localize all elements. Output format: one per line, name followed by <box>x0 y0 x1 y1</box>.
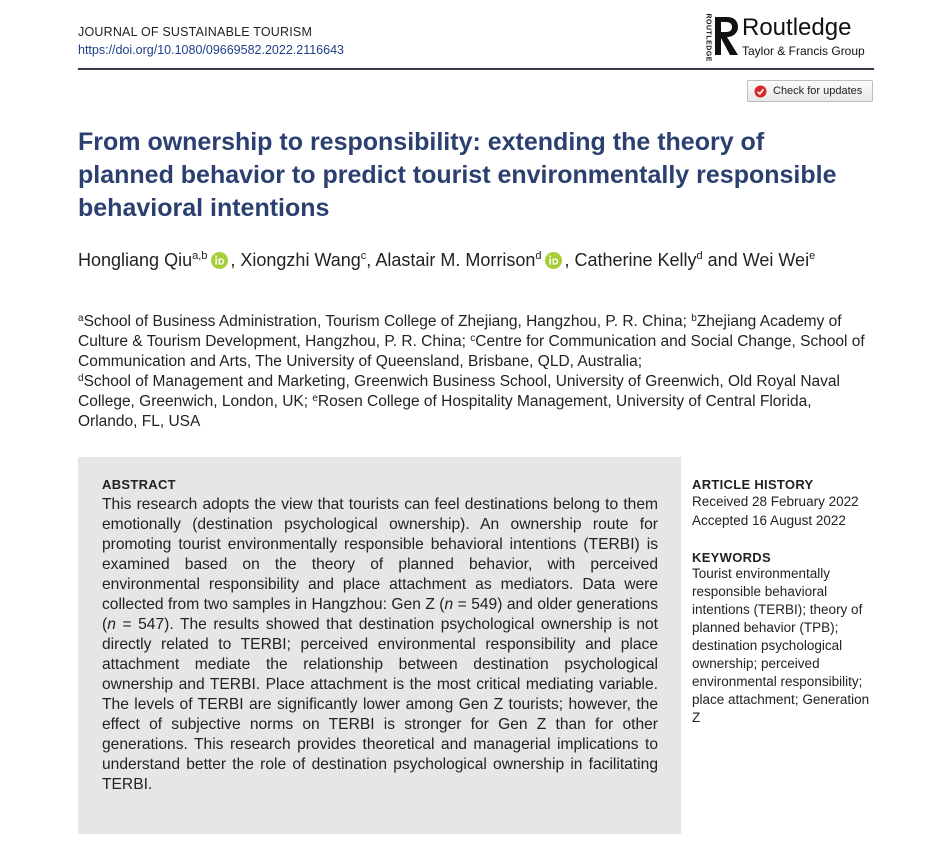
received-date: Received 28 February 2022 <box>692 494 859 509</box>
routledge-logo <box>700 12 880 62</box>
affil-sup: e <box>312 393 318 404</box>
article-title: From ownership to responsibility: extending the theory of planned behavior to predict tourist environmentally responsible behavioral intentions <box>78 128 837 222</box>
affil-sup: d <box>78 373 84 384</box>
affiliations <box>78 312 868 432</box>
author-affil-sup: d <box>696 250 703 262</box>
affil-sup: a <box>78 313 84 324</box>
author-name: Catherine Kelly <box>574 250 697 270</box>
journal-name: JOURNAL OF SUSTAINABLE TOURISM <box>78 25 313 39</box>
check-for-updates-button[interactable] <box>747 80 873 102</box>
affil-text: Rosen College of Hospitality Management, University of Central Florida, Orlando, FL, USA <box>78 393 812 430</box>
abstract-part: The results showed that destination psychological ownership is not directly related to TERBI; perceived environmental responsibility and place attachment mediate the relationship between destination psychological ownership and TERBI. Place attachment is the most critical mediating variable. The levels of TERBI are significantly lower among Gen Z tourists; however, the effect of subjective norms on TERBI is stronger for Gen Z than for other generations. This research provides theoretical and managerial implications to understand better the role of destination psychological ownership in facilitating TERBI. <box>102 616 658 793</box>
author-separator: and <box>702 250 743 270</box>
affil-text: School of Management and Marketing, Greenwich Business School, University of Greenwich, Old Royal Naval College, Greenwich, London, UK; <box>78 373 840 410</box>
routledge-vertical-text: ROUTLEDGE <box>704 13 712 62</box>
author-affil-sup: e <box>809 250 816 262</box>
author-name: Alastair M. Morrison <box>375 250 536 270</box>
affil-text: Centre for Communication and Social Change, School of Communication and Arts, The University of Queensland, Brisbane, QLD, Australia; <box>78 333 865 370</box>
keywords-heading: KEYWORDS <box>692 550 771 565</box>
author-separator: , <box>230 250 241 270</box>
affil-text: Zhejiang Academy of Culture & Tourism Development, Hangzhou, P. R. China; <box>78 313 842 350</box>
orcid-icon[interactable] <box>211 252 228 269</box>
orcid-icon[interactable] <box>545 252 562 269</box>
affil-sup: b <box>691 313 697 324</box>
abstract-box <box>78 457 681 834</box>
author-affil-sup: a,b <box>192 250 208 262</box>
author-affil-sup: c <box>360 250 367 262</box>
accepted-date: Accepted 16 August 2022 <box>692 513 846 528</box>
update-icon <box>754 85 767 98</box>
sample-size-var: n <box>444 596 454 613</box>
author-affil-sup: d <box>535 250 542 262</box>
author-separator: , <box>564 250 575 270</box>
check-for-updates-label: Check for updates <box>773 85 863 97</box>
publisher-name: Routledge <box>742 14 852 41</box>
abstract-part: = 549) and older generations ( <box>102 596 658 633</box>
abstract-part: = 547). <box>115 616 180 633</box>
author-list <box>78 248 858 273</box>
sample-size-var: n <box>107 616 116 633</box>
abstract-text <box>102 495 658 795</box>
publisher-group: Taylor & Francis Group <box>742 44 865 58</box>
author-name: Xiongzhi Wang <box>240 250 361 270</box>
keywords-text: Tourist environmentally responsible behavioral intentions (TERBI); theory of planned behavior (TPB); destination psychological ownership; perceived environmental responsibility; place attachment; Generation Z <box>692 566 870 725</box>
abstract-part: This research adopts the view that tourists can feel destinations belong to them emotionally (destination psychological ownership). An ownership route for promoting tourist environmentally responsible behavioral intentions (TERBI) is examined based on the theory of planned behavior, with perceived environmental responsibility and place attachment as mediators. Data were collected from two samples in Hangzhou: Gen Z ( <box>102 496 658 613</box>
header-rule <box>78 68 874 70</box>
routledge-r-icon <box>712 14 740 58</box>
article-history <box>692 477 882 530</box>
author-separator: , <box>366 250 376 270</box>
keywords-section <box>692 550 882 727</box>
doi-link[interactable]: https://doi.org/10.1080/09669582.2022.2116643 <box>78 43 344 57</box>
affil-text: School of Business Administration, Tourism College of Zhejiang, Hangzhou, P. R. China; <box>83 313 692 330</box>
abstract-heading: ABSTRACT <box>102 477 176 492</box>
author-name: Hongliang Qiu <box>78 250 193 270</box>
history-heading: ARTICLE HISTORY <box>692 477 814 492</box>
author-name: Wei Wei <box>742 250 810 270</box>
affil-sup: c <box>470 333 476 344</box>
